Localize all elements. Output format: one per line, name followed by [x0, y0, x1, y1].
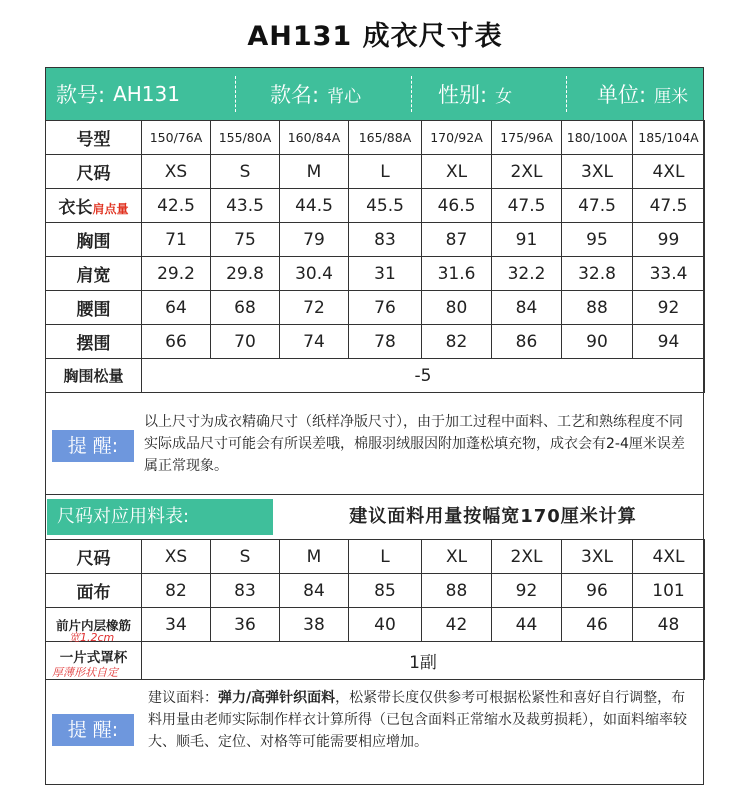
reminder-text: 以上尺寸为成衣精确尺寸（纸样净版尺寸），由于加工过程中面料、工艺和熟练程度不同实际成品尺寸可能会有所误差哦，棉服羽绒服因附加蓬松填充物，成衣会有2-4厘米误差属正常现象。 [144, 414, 685, 474]
chest-cell: 83 [349, 223, 422, 257]
size-cell: XS [142, 540, 211, 574]
size-cell: L [349, 155, 422, 189]
table-row-hem [46, 325, 705, 359]
size-cell: XL [422, 155, 492, 189]
code-cell: 175/96A [492, 121, 562, 155]
size-cell: S [211, 540, 280, 574]
reminder-text-2 [148, 687, 696, 753]
shoulder-cell: 31.6 [422, 257, 492, 291]
size-cell: 3XL [562, 540, 633, 574]
length-cell: 47.5 [633, 189, 705, 223]
length-cell: 47.5 [492, 189, 562, 223]
length-cell: 47.5 [562, 189, 633, 223]
length-note: 肩点量 [92, 202, 129, 216]
table-row-code [46, 121, 705, 155]
waist-cell: 88 [562, 291, 633, 325]
size-cell: M [280, 155, 349, 189]
code-cell: 155/80A [211, 121, 280, 155]
table-row-chest [46, 223, 705, 257]
cup-shape-note: 厚薄形状自定 [52, 666, 118, 679]
size-cell: M [280, 540, 349, 574]
table-row-waist [46, 291, 705, 325]
row-label-length [46, 189, 142, 223]
length-cell: 45.5 [349, 189, 422, 223]
table-row-fabric-size [46, 540, 705, 574]
row-label-shoulder: 肩宽 [46, 257, 142, 291]
reminder-text-2-prefix: 建议面料： [148, 690, 218, 706]
code-cell: 170/92A [422, 121, 492, 155]
size-cell: 4XL [633, 540, 705, 574]
elastic-cell: 42 [422, 608, 492, 642]
size-cell: 2XL [492, 155, 562, 189]
style-name-cell [236, 68, 412, 120]
table-row-length [46, 189, 705, 223]
fabric-cell: 83 [211, 574, 280, 608]
page-title: AH131 成衣尺寸表 [247, 21, 503, 52]
code-cell: 185/104A [633, 121, 705, 155]
shoulder-cell: 32.8 [562, 257, 633, 291]
elastic-cell: 40 [349, 608, 422, 642]
chest-cell: 87 [422, 223, 492, 257]
table-row-cup [46, 642, 705, 680]
gender-value: 女 [495, 86, 513, 107]
row-label-waist: 腰围 [46, 291, 142, 325]
waist-cell: 84 [492, 291, 562, 325]
waist-cell: 64 [142, 291, 211, 325]
code-cell: 180/100A [562, 121, 633, 155]
header-band [46, 68, 703, 120]
table-row-fabric [46, 574, 705, 608]
length-cell: 43.5 [211, 189, 280, 223]
table-row-size [46, 155, 705, 189]
elastic-cell: 36 [211, 608, 280, 642]
shoulder-cell: 30.4 [280, 257, 349, 291]
size-cell: 3XL [562, 155, 633, 189]
fabric-usage-table [45, 539, 705, 680]
row-label-ease: 胸围松量 [46, 359, 142, 393]
waist-cell: 92 [633, 291, 705, 325]
waist-cell: 76 [349, 291, 422, 325]
fabric-cell: 101 [633, 574, 705, 608]
size-cell: XS [142, 155, 211, 189]
size-cell: 2XL [492, 540, 562, 574]
gender-cell [412, 68, 567, 120]
style-name-value: 背心 [327, 86, 362, 107]
chest-cell: 71 [142, 223, 211, 257]
waist-cell: 72 [280, 291, 349, 325]
size-cell: S [211, 155, 280, 189]
hem-cell: 86 [492, 325, 562, 359]
unit-value: 厘米 [654, 86, 689, 107]
elastic-width-note: 宽1.2cm [69, 631, 115, 644]
elastic-cell: 38 [280, 608, 349, 642]
row-label-cup: 一片式罩杯 [46, 642, 142, 680]
chest-cell: 95 [562, 223, 633, 257]
gender-label: 性别: [438, 83, 488, 107]
style-number-label: 款号: [56, 83, 106, 107]
code-cell: 150/76A [142, 121, 211, 155]
hem-cell: 66 [142, 325, 211, 359]
row-label-fabric: 面布 [46, 574, 142, 608]
chest-cell: 75 [211, 223, 280, 257]
fabric-cell: 85 [349, 574, 422, 608]
waist-cell: 80 [422, 291, 492, 325]
shoulder-cell: 29.8 [211, 257, 280, 291]
elastic-cell: 48 [633, 608, 705, 642]
unit-label: 单位: [597, 83, 647, 107]
shoulder-cell: 31 [349, 257, 422, 291]
table-row-elastic [46, 608, 705, 642]
fabric-section-header [45, 494, 704, 540]
chest-cell: 91 [492, 223, 562, 257]
reminder-text-2-bold: 弹力/高弹针织面料 [218, 690, 336, 706]
hem-cell: 90 [562, 325, 633, 359]
row-label-fabric-size: 尺码 [46, 540, 142, 574]
length-label: 衣长 [58, 198, 93, 218]
row-label-hem: 摆围 [46, 325, 142, 359]
elastic-cell: 44 [492, 608, 562, 642]
style-name-label: 款名: [270, 83, 320, 107]
size-cell: L [349, 540, 422, 574]
style-number-cell [46, 68, 236, 120]
shoulder-cell: 32.2 [492, 257, 562, 291]
row-label-size: 尺码 [46, 155, 142, 189]
table-row-ease [46, 359, 705, 393]
size-chart-table [45, 120, 705, 393]
code-cell: 160/84A [280, 121, 349, 155]
length-cell: 46.5 [422, 189, 492, 223]
fabric-cell: 96 [562, 574, 633, 608]
fabric-cell: 84 [280, 574, 349, 608]
shoulder-cell: 33.4 [633, 257, 705, 291]
row-label-code: 号型 [46, 121, 142, 155]
elastic-cell: 34 [142, 608, 211, 642]
style-number-value: AH131 [113, 82, 180, 106]
elastic-cell: 46 [562, 608, 633, 642]
hem-cell: 82 [422, 325, 492, 359]
row-label-elastic: 前片内层橡筋 [46, 608, 142, 642]
chest-cell: 99 [633, 223, 705, 257]
hem-cell: 70 [211, 325, 280, 359]
ease-value: -5 [142, 359, 705, 393]
chest-cell: 79 [280, 223, 349, 257]
reminder-badge: 提 醒: [52, 430, 134, 462]
hem-cell: 74 [280, 325, 349, 359]
fabric-cell: 92 [492, 574, 562, 608]
fabric-section-badge: 尺码对应用料表: [47, 499, 273, 535]
size-cell: 4XL [633, 155, 705, 189]
unit-cell [567, 68, 703, 120]
reminder-text-2-rest: ，松紧带长度仅供参考可根据松紧性和喜好自行调整，布料用量由老师实际制作样衣计算所得（已包含面料正常缩水及裁剪损耗），如面料缩率较大、顺毛、定位、对格等可能需要相应增加。 [148, 690, 687, 750]
cup-value: 1副 [142, 642, 705, 680]
hem-cell: 94 [633, 325, 705, 359]
length-cell: 44.5 [280, 189, 349, 223]
reminder-note-2 [45, 675, 704, 785]
shoulder-cell: 29.2 [142, 257, 211, 291]
table-row-shoulder [46, 257, 705, 291]
code-cell: 165/88A [349, 121, 422, 155]
fabric-section-title: 建议面料用量按幅宽170厘米计算 [349, 506, 637, 527]
length-cell: 42.5 [142, 189, 211, 223]
waist-cell: 68 [211, 291, 280, 325]
fabric-cell: 82 [142, 574, 211, 608]
fabric-cell: 88 [422, 574, 492, 608]
size-cell: XL [422, 540, 492, 574]
reminder-badge-2: 提 醒: [52, 714, 134, 746]
row-label-chest: 胸围 [46, 223, 142, 257]
hem-cell: 78 [349, 325, 422, 359]
reminder-note-1 [45, 394, 704, 494]
